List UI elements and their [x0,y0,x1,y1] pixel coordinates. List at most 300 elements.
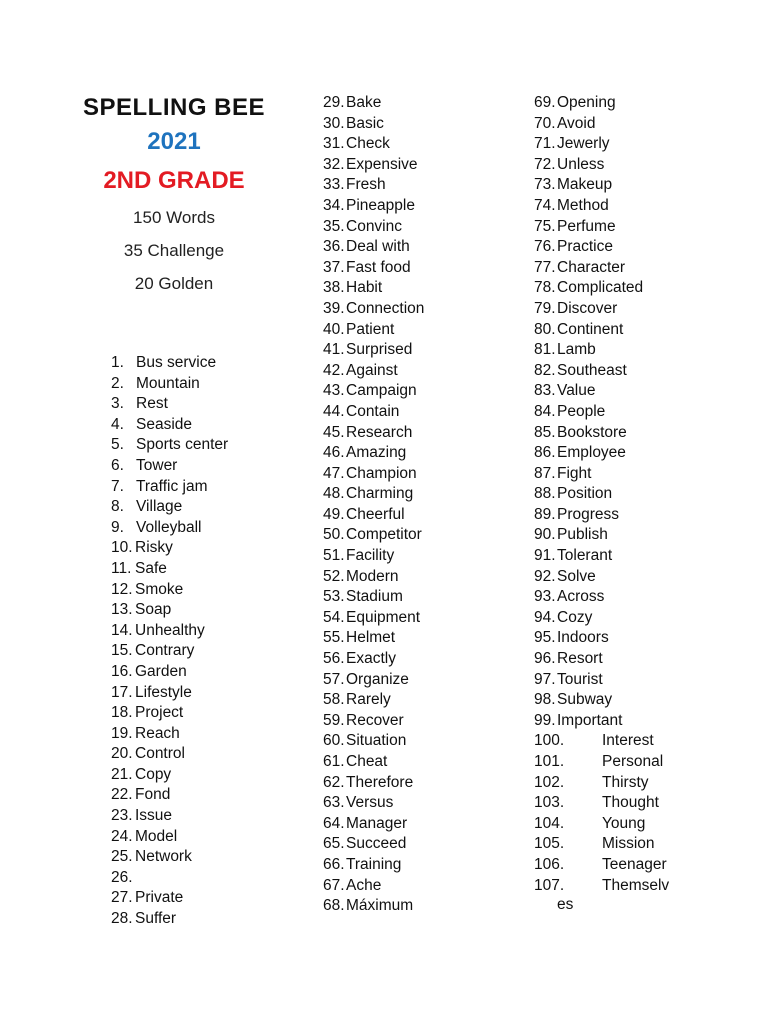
word-text: Volleyball [136,518,202,536]
word-number: 57. [323,670,345,688]
word-list-item [534,443,669,464]
word-list-item [323,175,424,196]
word-list-item [323,155,424,176]
word-number: 85. [534,423,556,441]
word-number: 32. [323,155,345,173]
word-number: 26. [111,868,133,886]
word-number: 23. [111,807,133,825]
word-text: Private [135,889,184,907]
word-list-item [534,834,669,855]
word-list-item [111,847,228,868]
word-number: 95. [534,629,556,647]
word-list-item [534,546,669,567]
word-number: 67. [323,876,345,894]
word-number: 97. [534,670,556,688]
word-text: Patient [346,320,395,338]
word-list-item [111,538,228,559]
word-number: 60. [323,732,345,750]
word-text: Surprised [346,341,413,359]
word-number: 40. [323,320,345,338]
word-number: 20. [111,745,133,763]
word-text: Publish [557,526,608,544]
word-text: Lifestyle [135,683,192,701]
word-text: Contrary [135,642,195,660]
word-text: Issue [135,807,173,825]
word-list-item [534,423,669,444]
word-text: Control [135,745,185,763]
word-text: Safe [135,559,167,577]
word-text: Campaign [346,382,417,400]
word-list-item [323,587,424,608]
word-number: 106. [534,855,565,873]
word-number: 22. [111,786,133,804]
word-list-item [534,567,669,588]
header-block [74,94,274,294]
word-text: Lamb [557,341,596,359]
word-list-item [111,394,228,415]
word-text: Project [135,704,184,722]
word-text: Therefore [346,773,414,791]
word-text: Seaside [136,415,193,433]
word-text: Fresh [346,176,386,194]
word-number: 43. [323,382,345,400]
word-list-item [534,690,669,711]
word-text: Succeed [346,835,407,853]
word-text: Research [346,423,413,441]
word-text: Avoid [557,114,596,132]
word-number: 47. [323,464,345,482]
word-list-item [323,690,424,711]
word-list-item [323,381,424,402]
word-list-item [534,278,669,299]
word-list-item [534,855,669,876]
word-list-item [323,278,424,299]
word-text: Young [602,814,646,832]
word-list-item [323,484,424,505]
word-list-item [534,505,669,526]
word-text: Soap [135,601,172,619]
word-number: 64. [323,814,345,832]
word-number: 51. [323,547,345,565]
word-list-item [323,217,424,238]
word-text: Equipment [346,608,421,626]
word-number: 52. [323,567,345,585]
word-number: 37. [323,258,345,276]
word-list-item [111,621,228,642]
word-text: Manager [346,814,408,832]
word-number: 88. [534,485,556,503]
word-number: 61. [323,753,345,770]
word-text: Perfume [557,217,616,235]
word-text: Against [346,361,398,379]
word-list-item [323,711,424,732]
word-number: 25. [111,848,133,866]
word-number: 28. [111,910,133,928]
word-list-item [323,237,424,258]
word-number: 56. [323,650,345,668]
word-text: Opening [557,94,616,111]
word-number: 90. [534,526,556,544]
word-text: Cheerful [346,505,405,523]
word-number: 70. [534,114,556,132]
word-number: 94. [534,608,556,626]
word-number: 96. [534,650,556,668]
word-text: Expensive [346,155,418,173]
word-list-item [111,497,228,518]
word-number: 2. [111,374,124,392]
word-number: 4. [111,415,124,433]
word-list-item [323,340,424,361]
word-list-item [111,374,228,395]
word-number: 75. [534,217,556,235]
word-list-item [534,711,669,732]
word-number: 63. [323,794,345,812]
word-list-item [323,546,424,567]
word-text: Resort [557,650,603,668]
challenge-count-label: 35 Challenge [123,241,225,260]
word-list-item [534,340,669,361]
word-number: 19. [111,724,133,742]
word-text: Value [557,382,596,400]
word-list-item [111,765,228,786]
word-text: Complicated [557,279,644,297]
word-list-item [111,827,228,848]
wrapped-word-continuation: es [557,896,574,913]
word-text: Amazing [346,444,407,462]
word-list-item [111,909,228,930]
word-number: 103. [534,794,565,812]
word-text: Model [135,827,178,845]
word-number: 24. [111,827,133,845]
word-number: 79. [534,299,556,317]
word-list-item [111,435,228,456]
word-text: Champion [346,464,417,482]
word-list-item [111,353,228,374]
word-list-item [323,608,424,629]
word-text: Solve [557,567,596,585]
word-text: Southeast [557,361,627,379]
word-number: 15. [111,642,133,660]
word-number: 3. [111,395,124,413]
word-text: Copy [135,765,172,783]
word-number: 99. [534,711,556,729]
word-number: 14. [111,621,133,639]
word-text: Teenager [602,855,667,873]
word-number: 54. [323,608,345,626]
word-list-item [323,793,424,814]
word-text: Subway [557,691,613,709]
word-number: 7. [111,477,124,495]
word-number: 71. [534,135,556,153]
word-list-item [323,423,424,444]
word-number: 36. [323,238,345,256]
word-text: Position [557,485,613,503]
word-list-item [534,155,669,176]
word-list-item [323,834,424,855]
word-text: Habit [346,279,383,297]
word-list-item [323,464,424,485]
word-list-item [534,217,669,238]
word-count-label: 150 Words [133,208,215,227]
word-text: Across [557,588,605,606]
word-text: Mission [602,835,655,853]
word-number: 17. [111,683,133,701]
word-text: Contain [346,402,400,420]
word-text: Interest [602,732,654,750]
word-list-item [323,567,424,588]
word-text: Suffer [135,910,177,928]
word-number: 34. [323,196,345,214]
word-list-item [323,649,424,670]
word-number: 104. [534,814,565,832]
word-list-item [323,134,424,155]
word-text: Training [346,855,402,873]
word-text: Unless [557,155,605,173]
word-list-item [323,114,424,135]
word-text: Fight [557,464,592,482]
word-text: Check [346,135,390,153]
word-text: Helmet [346,629,396,647]
word-text: Personal [602,753,664,770]
word-list-item [111,724,228,745]
word-number: 102. [534,773,565,791]
word-list-item [534,237,669,258]
word-list-item [534,752,669,773]
word-list-item [534,608,669,629]
word-list-column-1 [111,353,228,930]
word-list-item [534,628,669,649]
word-text: Ache [346,876,382,894]
word-list-item [323,876,424,897]
word-number: 30. [323,114,345,132]
word-text: Discover [557,299,618,317]
word-text: Deal with [346,238,410,256]
word-text: Fast food [346,258,411,276]
word-text: Cozy [557,608,593,626]
word-list-item [323,628,424,649]
word-text: Network [135,848,192,866]
word-text: Tourist [557,670,603,688]
word-number: 38. [323,279,345,297]
word-number: 10. [111,539,133,557]
word-text: People [557,402,606,420]
word-number: 66. [323,855,345,873]
word-number: 80. [534,320,556,338]
word-number: 98. [534,691,556,709]
word-number: 59. [323,711,345,729]
word-text: Convinc [346,217,402,235]
word-number: 16. [111,662,133,680]
word-text: Thirsty [602,773,649,791]
word-list-item [323,93,424,114]
word-number: 72. [534,155,556,173]
grade-label: 2ND GRADE [103,167,245,194]
word-list-item [111,703,228,724]
word-number: 73. [534,176,556,194]
year-label: 2021 [147,128,201,155]
word-list-item [323,361,424,382]
word-list-item [323,752,424,773]
word-text: Versus [346,794,394,812]
word-text: Stadium [346,588,403,606]
word-text: Method [557,196,609,214]
word-text: Village [136,498,183,516]
word-list-item [534,649,669,670]
word-list-item [111,888,228,909]
word-text: Makeup [557,176,613,194]
word-number: 100. [534,732,565,750]
word-text: Facility [346,547,395,565]
word-number: 69. [534,94,556,111]
word-list-item [111,580,228,601]
word-number: 21. [111,765,133,783]
word-text: Situation [346,732,407,750]
word-number: 33. [323,176,345,194]
word-text: Modern [346,567,399,585]
word-text: Reach [135,724,180,742]
word-text: Unhealthy [135,621,205,639]
word-list-item [323,505,424,526]
word-number: 78. [534,279,556,297]
word-list-item [323,196,424,217]
word-text: Tower [136,456,178,474]
word-list-item [534,587,669,608]
word-number: 35. [323,217,345,235]
word-list-item [534,876,669,897]
golden-count-label: 20 Golden [134,274,214,293]
word-text: Charming [346,485,414,503]
word-number: 29. [323,94,345,111]
word-list-item [534,320,669,341]
word-text: Fond [135,786,171,804]
word-list-item [534,134,669,155]
word-text: Bake [346,94,382,111]
word-text: Character [557,258,626,276]
word-text: Important [557,711,623,729]
word-number: 105. [534,835,565,853]
word-number: 92. [534,567,556,585]
word-list-item [534,464,669,485]
word-list-item [534,93,669,114]
word-number: 81. [534,341,556,359]
word-text: Cheat [346,753,388,770]
word-number: 31. [323,135,345,153]
word-number: 48. [323,485,345,503]
word-text: Risky [135,539,173,557]
word-list-column-2 [323,93,424,917]
word-number: 77. [534,258,556,276]
word-list-item [111,868,228,889]
word-number: 74. [534,196,556,214]
word-text: Recover [346,711,404,729]
word-list-item [111,785,228,806]
word-list-item [111,662,228,683]
word-text: Practice [557,238,613,256]
word-list-item [111,641,228,662]
word-number: 53. [323,588,345,606]
document-title: SPELLING BEE [82,94,266,121]
word-list-item [534,402,669,423]
word-text: Rest [136,395,168,413]
word-list-item [534,670,669,691]
word-list-item [323,896,424,917]
word-list-item [323,402,424,423]
word-text: Organize [346,670,409,688]
word-number: 68. [323,897,345,915]
word-number: 12. [111,580,133,598]
word-list-item [534,814,669,835]
word-text: Themselv [602,876,670,894]
word-number: 44. [323,402,345,420]
word-list-item [534,114,669,135]
word-number: 18. [111,704,133,722]
word-text: Rarely [346,691,391,709]
word-text: Bus service [136,354,217,371]
word-number: 45. [323,423,345,441]
word-list-item [534,175,669,196]
word-list-item [323,299,424,320]
word-text: Mountain [136,374,200,392]
word-text: Indoors [557,629,609,647]
word-list-item [534,361,669,382]
word-list-item [111,600,228,621]
word-number: 86. [534,444,556,462]
word-number: 87. [534,464,556,482]
word-text: Máximum [346,897,414,915]
word-list-item [111,477,228,498]
word-number: 76. [534,238,556,256]
word-list-item [111,415,228,436]
word-list-item [323,731,424,752]
word-text: Basic [346,114,384,132]
word-list-item [534,381,669,402]
word-number: 65. [323,835,345,853]
word-list-item [111,683,228,704]
word-number: 89. [534,505,556,523]
word-number: 5. [111,436,124,454]
word-list-item [111,456,228,477]
word-number: 39. [323,299,345,317]
word-list-item [111,559,228,580]
word-list-item [323,443,424,464]
word-list-item [534,299,669,320]
word-text: Thought [602,794,659,812]
word-list-item [323,855,424,876]
word-list-item [111,518,228,539]
word-list-column-3 [534,93,669,896]
word-number: 82. [534,361,556,379]
word-text: Continent [557,320,624,338]
word-number: 55. [323,629,345,647]
word-text: Tolerant [557,547,613,565]
word-number: 27. [111,889,133,907]
word-list-item [323,525,424,546]
word-text: Garden [135,662,187,680]
word-number: 6. [111,456,124,474]
word-text: Competitor [346,526,422,544]
word-list-item [534,484,669,505]
word-text: Sports center [136,436,229,454]
word-list-item [323,320,424,341]
word-number: 84. [534,402,556,420]
word-number: 49. [323,505,345,523]
word-list-item [111,744,228,765]
word-list-item [323,258,424,279]
word-number: 62. [323,773,345,791]
word-number: 46. [323,444,345,462]
word-number: 50. [323,526,345,544]
word-list-item [323,773,424,794]
